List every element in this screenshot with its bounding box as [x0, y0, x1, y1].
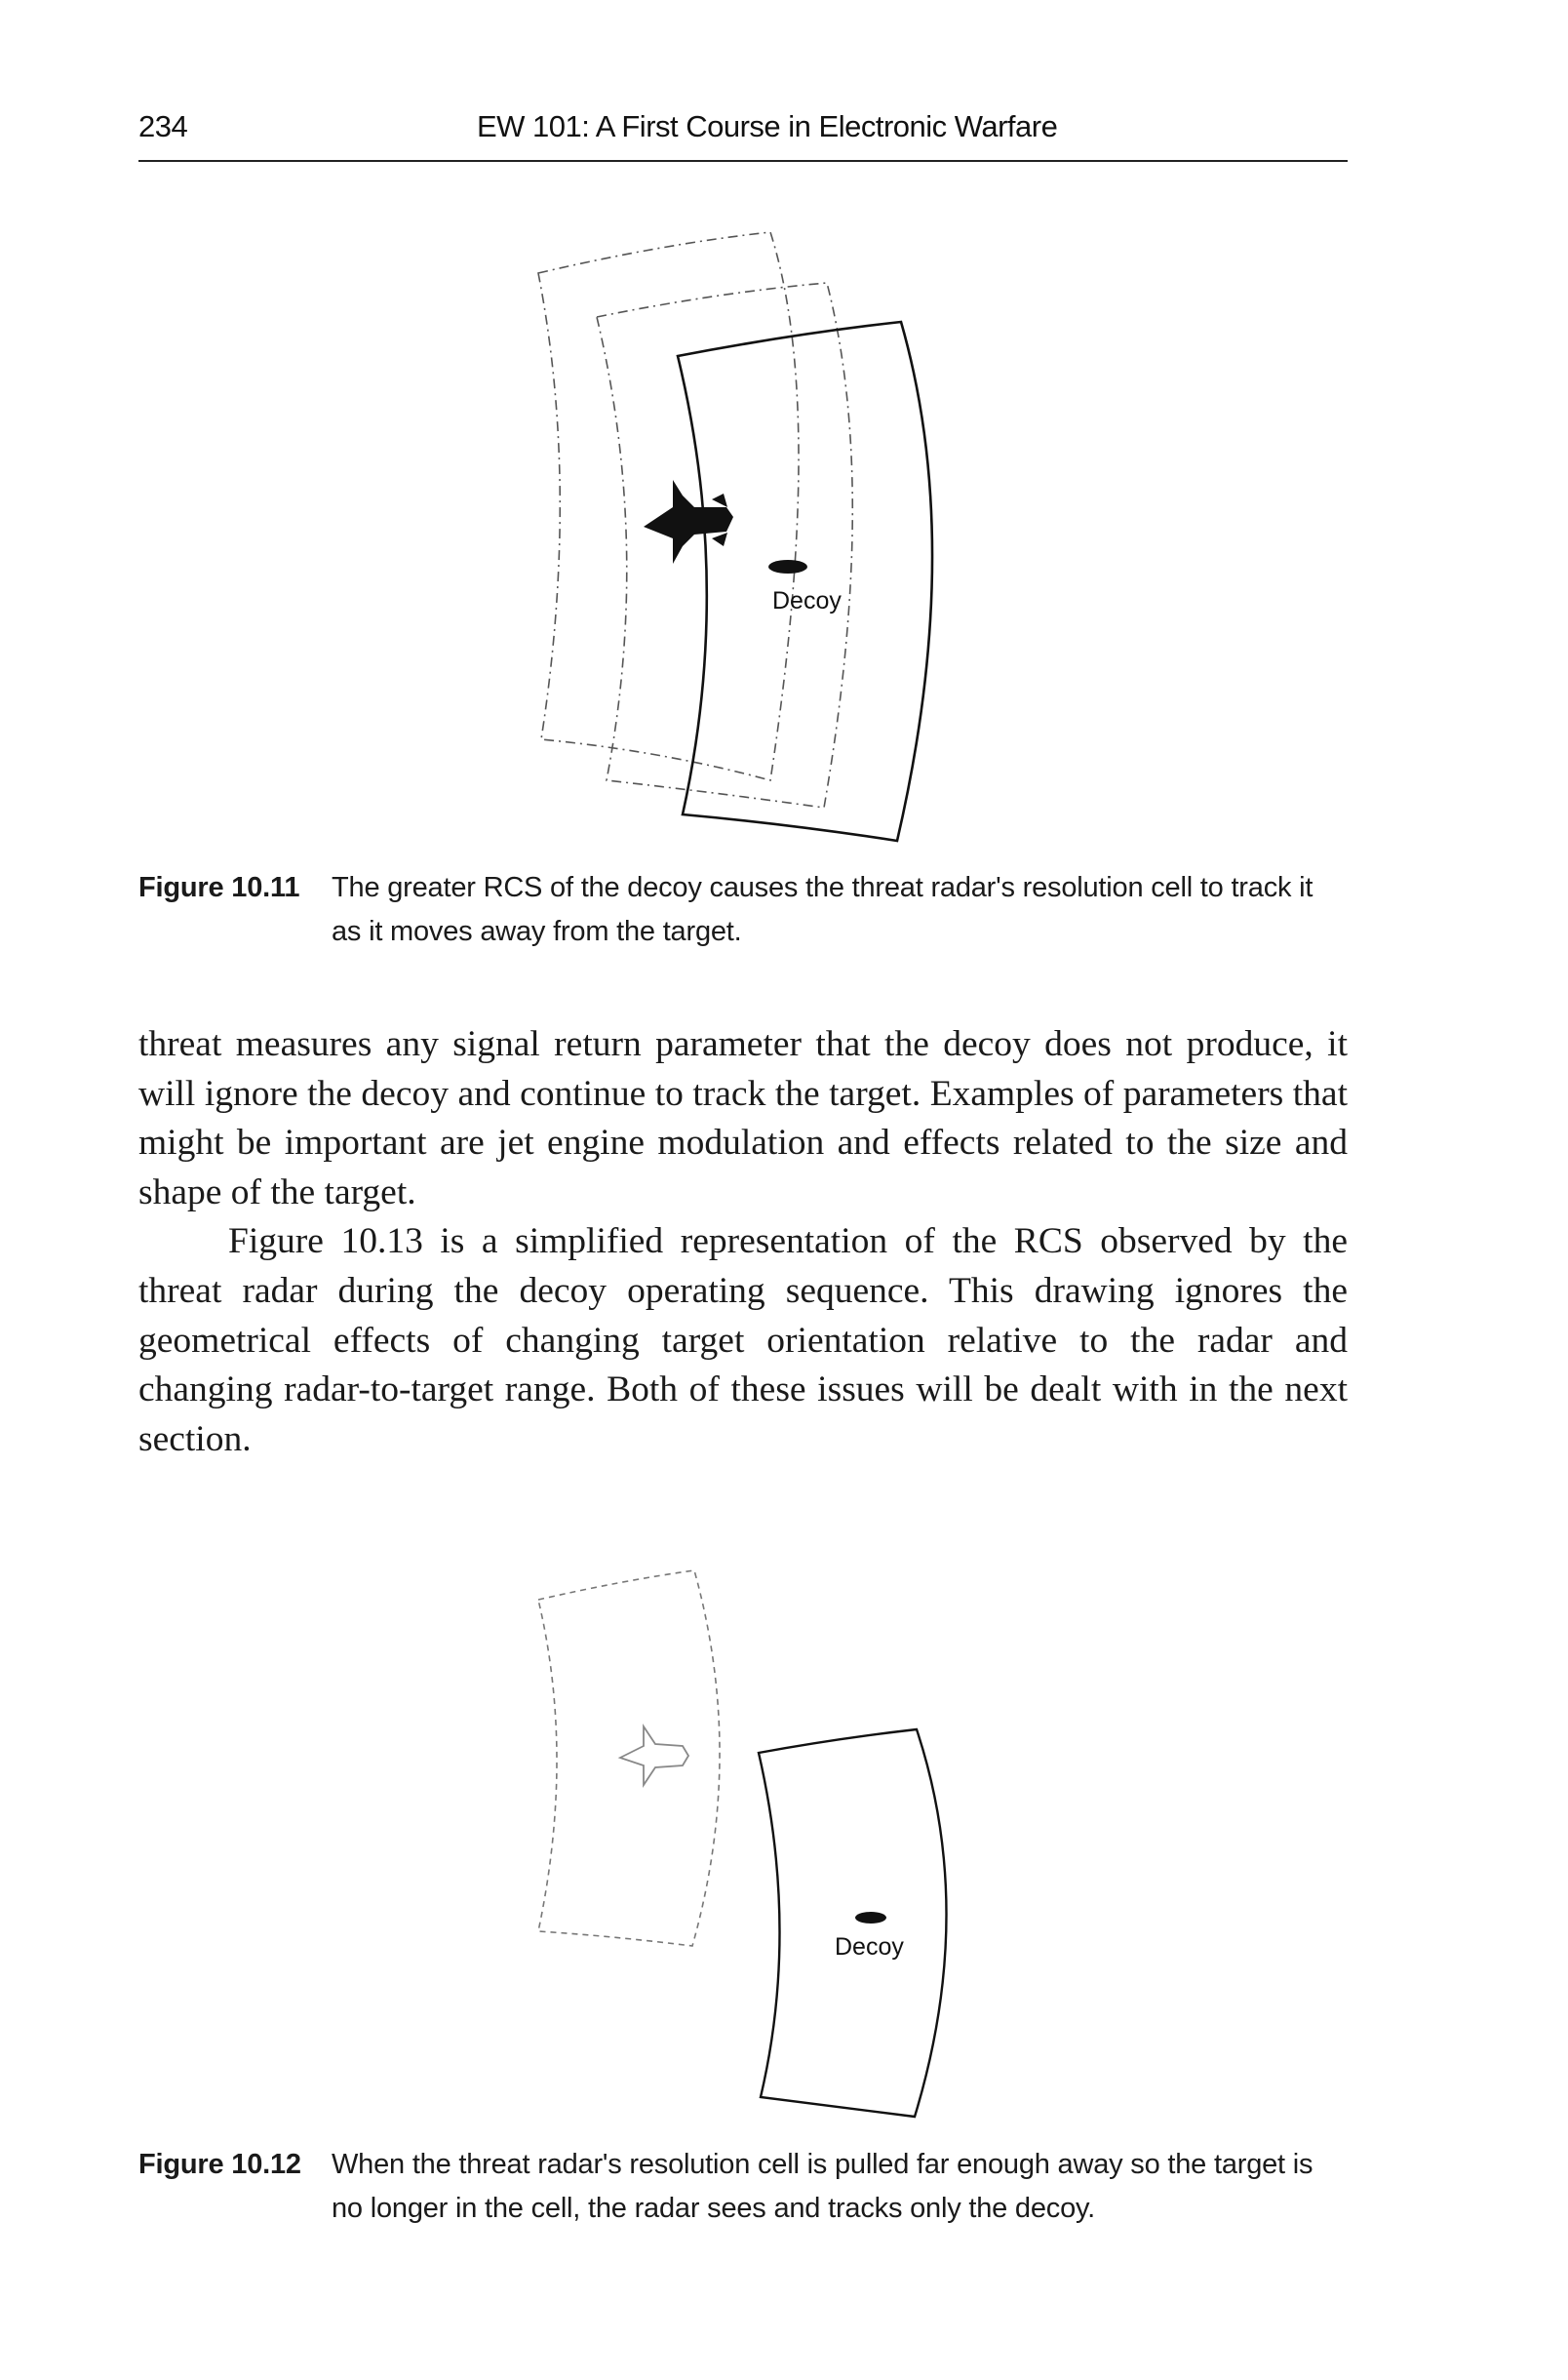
paragraph-2: Figure 10.13 is a simplified representation of the RCS observed by the threat radar during the decoy operating sequence. This drawing ignores the geometrical effects of changing target orientation relative to the radar and changing radar-to-target range. Both of these issues will be dealt with in the next section.	[138, 1221, 1348, 1459]
decoy-label: Decoy	[835, 1933, 904, 1961]
figure-10-12-caption	[138, 2143, 1357, 2241]
decoy-label: Decoy	[772, 587, 842, 615]
resolution-cell-current	[759, 1729, 947, 2117]
figure-10-11-label: Figure 10.11	[138, 872, 300, 903]
page-number: 234	[138, 109, 188, 143]
aircraft-icon-faded	[620, 1726, 688, 1785]
decoy-icon	[855, 1912, 886, 1924]
figure-10-12-label: Figure 10.12	[138, 2149, 301, 2180]
paragraph-1: threat measures any signal return parameter that the decoy does not produce, it will ignore the decoy and continue to track the target. Examples of parameters that might be important are jet engine modulation and effects related to the size and shape of the target.	[138, 1024, 1348, 1212]
resolution-cell-previous	[538, 1570, 720, 1946]
running-title: EW 101: A First Course in Electronic Warfare	[477, 109, 1058, 143]
figure-10-12-caption-text: When the threat radar's resolution cell is pulled far enough away so the target is no longer in the cell, the radar sees and tracks only the decoy.	[332, 2149, 1313, 2224]
figure-10-11-caption-text: The greater RCS of the decoy causes the threat radar's resolution cell to track it as it moves away from the target.	[332, 872, 1313, 947]
